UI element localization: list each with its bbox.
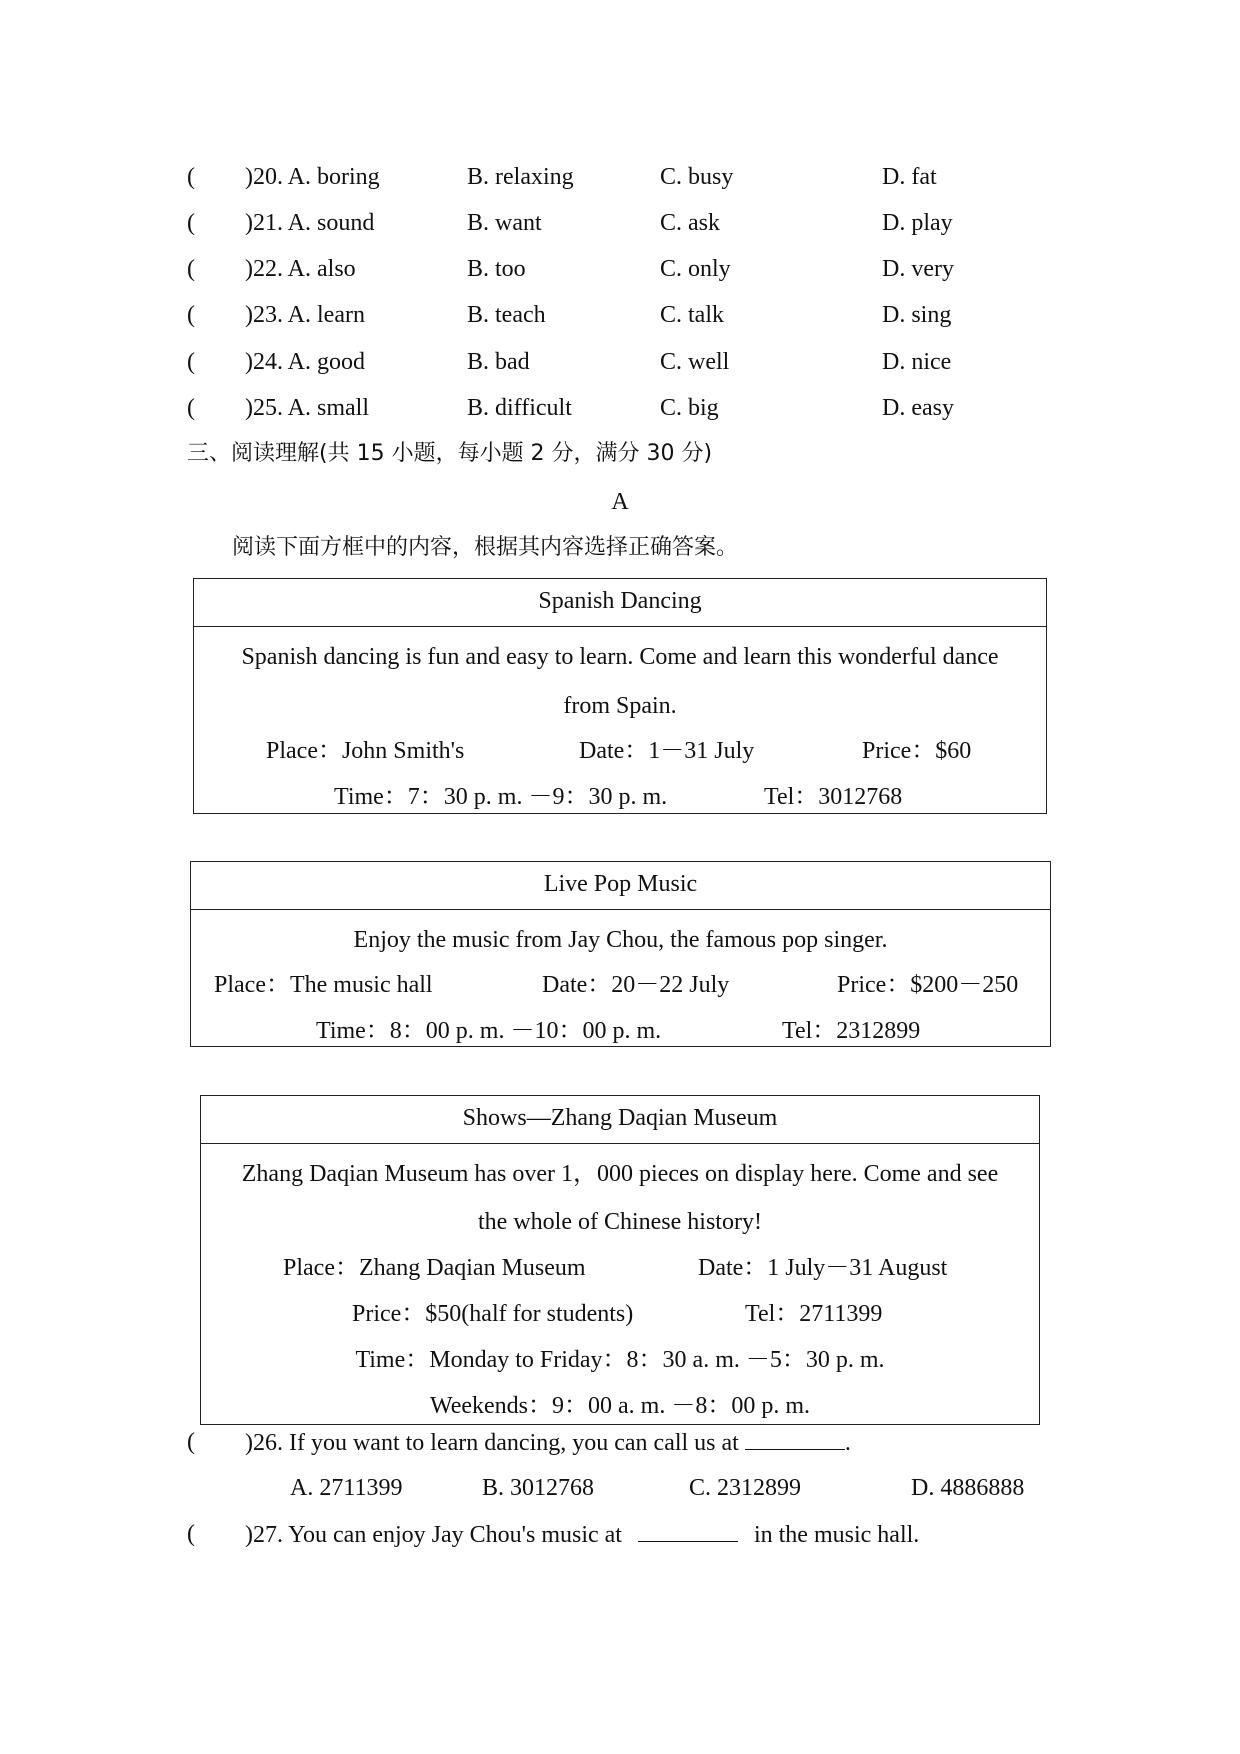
ad-tel: Tel：2711399 xyxy=(745,1301,883,1327)
ad-price: Price：$60 xyxy=(862,738,972,764)
option-b: B. bad xyxy=(467,349,530,375)
ad-description: Zhang Daqian Museum has over 1，000 pieces on display here. Come and see xyxy=(241,1161,999,1187)
option-d: D. nice xyxy=(882,349,952,375)
answer-paren[interactable]: ( xyxy=(187,256,195,282)
question-stem: )26. If you want to learn dancing, you can call us at xyxy=(245,1430,739,1456)
ad-description-cont: the whole of Chinese history! xyxy=(478,1209,762,1235)
option-d: D. 4886888 xyxy=(911,1475,1025,1501)
ad-zhang-daqian-museum xyxy=(200,1095,1040,1425)
option-b: B. too xyxy=(467,256,526,282)
option-b: B. relaxing xyxy=(467,164,574,190)
option-c: C. busy xyxy=(660,164,734,190)
instruction: 阅读下面方框中的内容，根据其内容选择正确答案。 xyxy=(232,535,739,560)
ad-spanish-dancing xyxy=(193,578,1047,814)
option-a: )23. A. learn xyxy=(245,302,365,328)
option-a: )22. A. also xyxy=(245,256,356,282)
option-a: )20. A. boring xyxy=(245,164,380,190)
ad-title: Spanish Dancing xyxy=(194,579,1046,627)
ad-price: Price：$50(half for students) xyxy=(352,1301,634,1327)
option-d: D. very xyxy=(882,256,954,282)
answer-paren[interactable]: ( xyxy=(187,210,195,236)
ad-date: Date：1－31 July xyxy=(579,738,755,764)
answer-blank[interactable] xyxy=(745,1427,845,1450)
ad-place: Place：John Smith's xyxy=(266,738,465,764)
option-b: B. difficult xyxy=(467,395,572,421)
answer-paren[interactable]: ( xyxy=(187,164,195,190)
option-d: D. easy xyxy=(882,395,954,421)
ad-price: Price：$200－250 xyxy=(837,972,1019,998)
option-b: B. teach xyxy=(467,302,546,328)
question-end: . xyxy=(844,1430,851,1456)
ad-description: Enjoy the music from Jay Chou, the famous pop singer. xyxy=(353,927,888,953)
option-c: C. well xyxy=(660,349,730,375)
option-d: D. fat xyxy=(882,164,937,190)
ad-date: Date：20－22 July xyxy=(542,972,730,998)
question-text xyxy=(245,1519,919,1550)
ad-description-cont: from Spain. xyxy=(563,693,677,719)
ad-title: Live Pop Music xyxy=(191,862,1050,910)
question-end: in the music hall. xyxy=(753,1522,920,1548)
option-d: D. sing xyxy=(882,302,952,328)
option-a: A. 2711399 xyxy=(290,1475,403,1501)
ad-time: Time：Monday to Friday：8：30 a. m. －5：30 p. m. xyxy=(355,1347,885,1373)
question-text xyxy=(245,1427,851,1458)
option-c: C. ask xyxy=(660,210,720,236)
section-heading: 三、阅读理解(共 15 小题，每小题 2 分，满分 30 分) xyxy=(187,441,713,466)
part-label: A xyxy=(611,489,629,515)
option-d: D. play xyxy=(882,210,953,236)
ad-live-pop-music xyxy=(190,861,1051,1047)
option-c: C. only xyxy=(660,256,731,282)
answer-paren[interactable]: ( xyxy=(187,302,195,328)
ad-title: Shows—Zhang Daqian Museum xyxy=(201,1096,1039,1144)
ad-date: Date：1 July－31 August xyxy=(698,1255,948,1281)
ad-weekends: Weekends：9：00 a. m. －8：00 p. m. xyxy=(429,1393,810,1419)
option-c: C. 2312899 xyxy=(689,1475,802,1501)
option-a: )24. A. good xyxy=(245,349,365,375)
ad-tel: Tel：3012768 xyxy=(764,784,903,810)
answer-blank[interactable] xyxy=(638,1519,738,1542)
option-b: B. want xyxy=(467,210,542,236)
option-c: C. big xyxy=(660,395,719,421)
answer-paren[interactable]: ( xyxy=(187,1521,195,1547)
answer-paren[interactable]: ( xyxy=(187,1429,195,1455)
ad-description: Spanish dancing is fun and easy to learn. Come and learn this wonderful dance xyxy=(241,644,999,670)
question-stem: )27. You can enjoy Jay Chou's music at xyxy=(245,1522,622,1548)
ad-place: Place：The music hall xyxy=(214,972,433,998)
ad-time: Time：8：00 p. m. －10：00 p. m. xyxy=(316,1018,662,1044)
option-a: )25. A. small xyxy=(245,395,369,421)
answer-paren[interactable]: ( xyxy=(187,395,195,421)
ad-place: Place：Zhang Daqian Museum xyxy=(283,1255,586,1281)
ad-time: Time：7：30 p. m. －9：30 p. m. xyxy=(334,784,668,810)
option-b: B. 3012768 xyxy=(482,1475,595,1501)
option-a: )21. A. sound xyxy=(245,210,375,236)
option-c: C. talk xyxy=(660,302,724,328)
ad-tel: Tel：2312899 xyxy=(782,1018,921,1044)
answer-paren[interactable]: ( xyxy=(187,349,195,375)
